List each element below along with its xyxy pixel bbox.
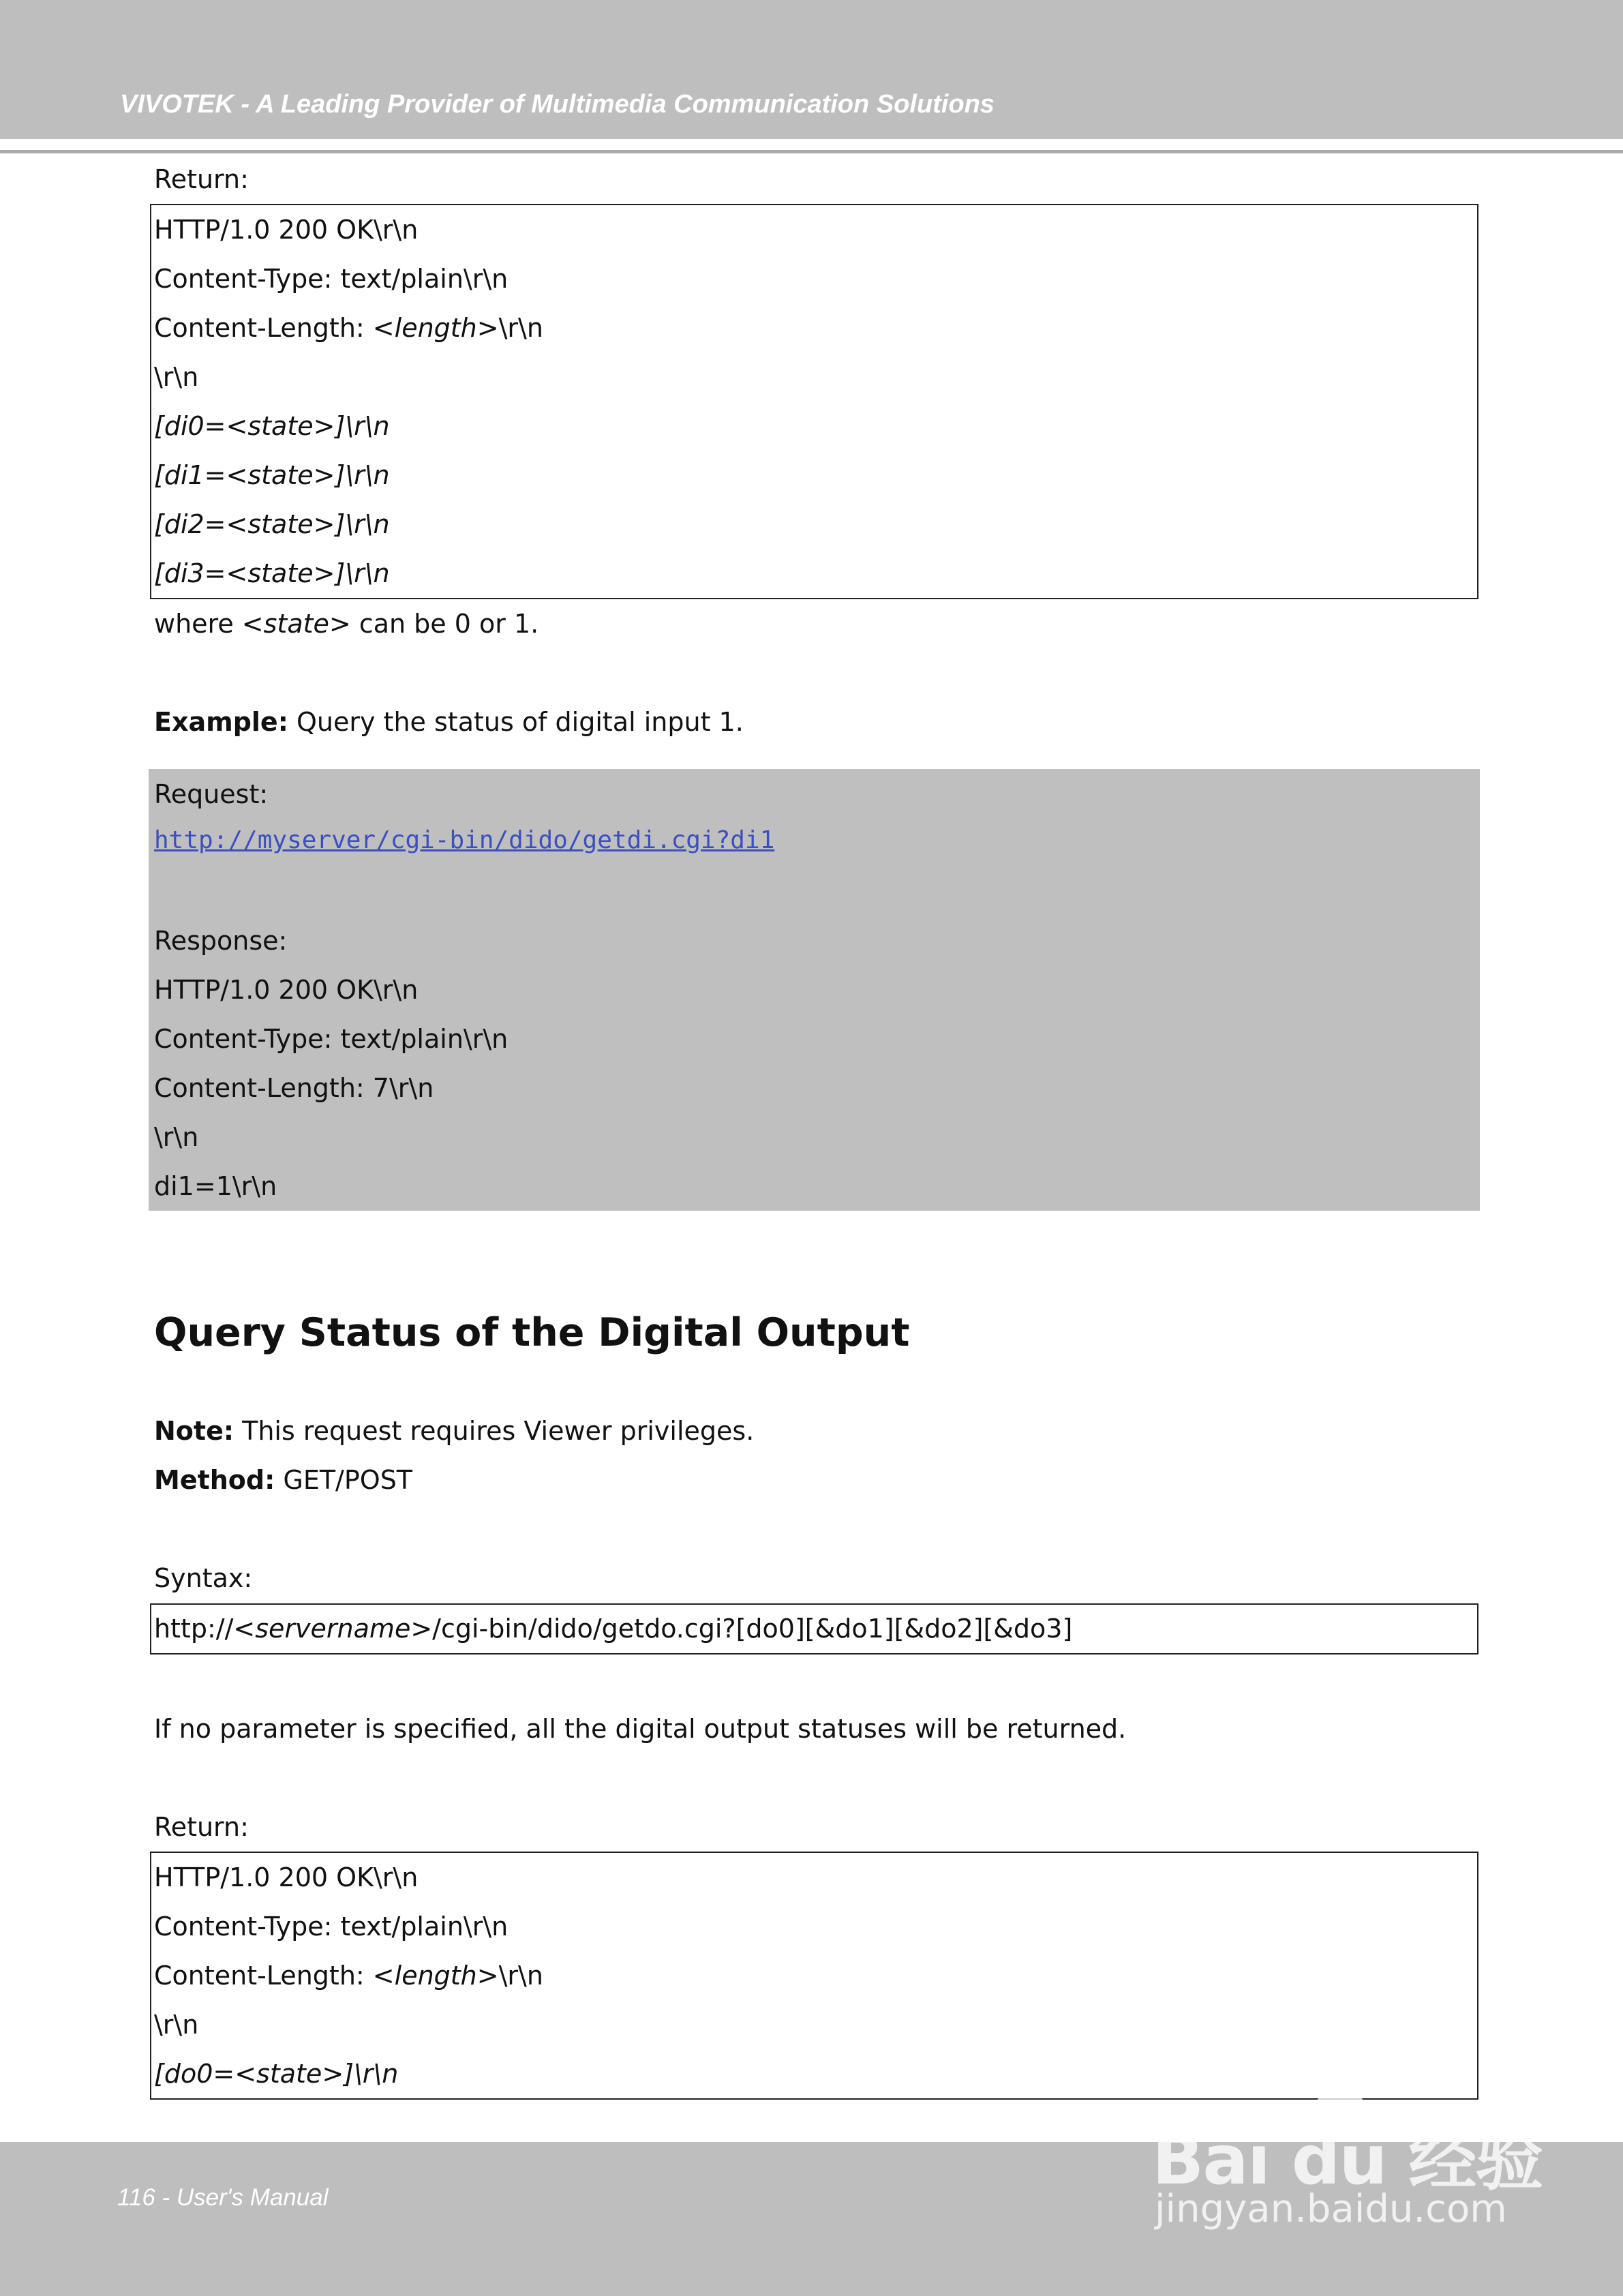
state-note: where <state> can be 0 or 1. xyxy=(154,609,539,639)
return-label: Return: xyxy=(154,164,249,194)
return-line: HTTP/1.0 200 OK\r\n xyxy=(154,1862,419,1892)
request-link[interactable]: http://myserver/cgi-bin/dido/getdi.cgi?di1 xyxy=(154,826,775,854)
return-line: Content-Type: text/plain\r\n xyxy=(154,1912,509,1942)
request-label: Request: xyxy=(154,779,269,809)
return-line: Content-Length: <length>\r\n xyxy=(154,1961,543,1991)
syntax-label: Syntax: xyxy=(154,1563,253,1593)
response-line: Content-Length: 7\r\n xyxy=(154,1073,434,1103)
page-header xyxy=(0,0,1623,139)
response-line: HTTP/1.0 200 OK\r\n xyxy=(154,975,419,1005)
return-line: HTTP/1.0 200 OK\r\n xyxy=(154,215,419,245)
syntax-line: http://<servername>/cgi-bin/dido/getdo.cgi?[do0][&do1][&do2][&do3] xyxy=(154,1614,1073,1644)
header-divider xyxy=(0,150,1623,153)
page-number: 116 - User's Manual xyxy=(117,2184,329,2211)
section-heading: Query Status of the Digital Output xyxy=(154,1310,910,1355)
response-line: di1=1\r\n xyxy=(154,1171,277,1201)
info-text: If no parameter is specified, all the digital output statuses will be returned. xyxy=(154,1714,1127,1744)
response-line: Content-Type: text/plain\r\n xyxy=(154,1024,509,1054)
return-line: [di1=<state>]\r\n xyxy=(154,460,390,490)
method-line: Method: GET/POST xyxy=(154,1465,413,1495)
example-line: Example: Query the status of digital input 1. xyxy=(154,707,744,737)
return-line: [di2=<state>]\r\n xyxy=(154,509,390,539)
return-line: Content-Length: <length>\r\n xyxy=(154,313,543,343)
response-line: \r\n xyxy=(154,1122,199,1152)
response-label: Response: xyxy=(154,926,288,956)
watermark-site: jingyan.baidu.com xyxy=(1155,2187,1507,2231)
return-line: \r\n xyxy=(154,362,199,392)
return-line: [do0=<state>]\r\n xyxy=(154,2059,399,2089)
baidu-watermark xyxy=(1152,2052,1543,2243)
return-line: [di3=<state>]\r\n xyxy=(154,558,390,588)
note-line: Note: This request requires Viewer privileges. xyxy=(154,1416,755,1446)
return-line: Content-Type: text/plain\r\n xyxy=(154,264,509,294)
return-line: [di0=<state>]\r\n xyxy=(154,411,390,441)
return-line: \r\n xyxy=(154,2010,199,2040)
return-label: Return: xyxy=(154,1812,249,1842)
header-title: VIVOTEK - A Leading Provider of Multimedia Communication Solutions xyxy=(120,90,995,119)
watermark-brand: Bai du 经验 xyxy=(1152,2120,1543,2200)
